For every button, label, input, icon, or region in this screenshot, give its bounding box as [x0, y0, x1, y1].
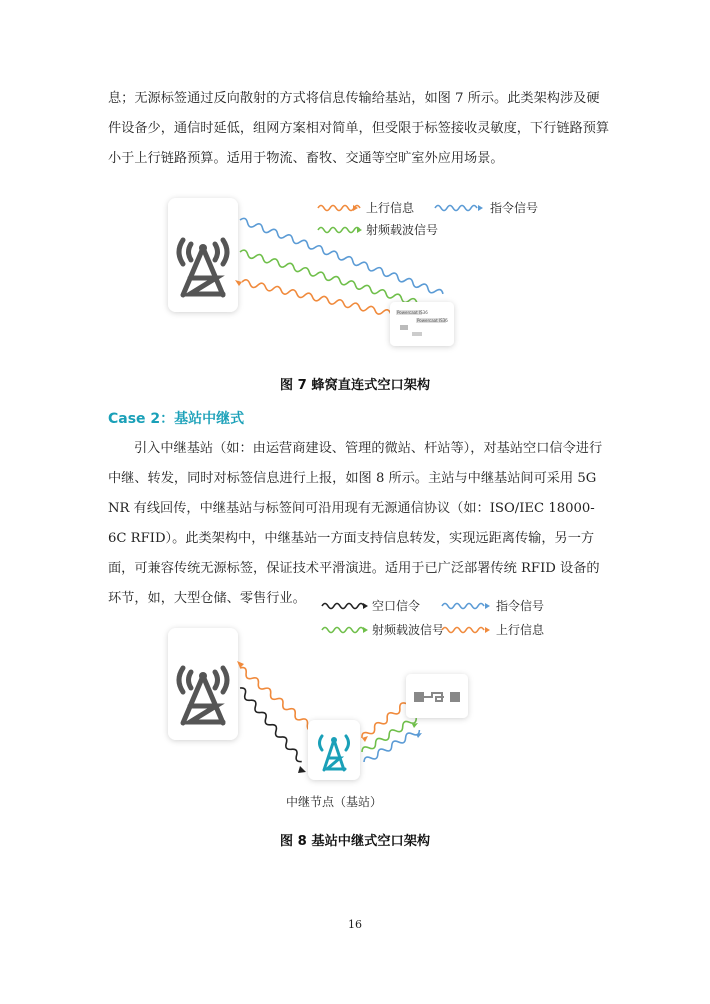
figure-8-caption: 图 8 基站中继式空口架构	[279, 834, 431, 849]
relay-node-label: 中继节点（基站）	[285, 795, 383, 809]
carrier-wave-relay	[360, 716, 417, 755]
legend-carrier-8: 射频载波信号	[372, 623, 445, 637]
tag-text-1: Powercaat IS36	[397, 310, 428, 315]
legend-uplink: 上行信息	[366, 201, 415, 215]
passive-tag-card	[390, 302, 454, 346]
relay-node-icon	[308, 720, 360, 780]
main-base-station-icon	[168, 628, 238, 740]
page-number: 16	[348, 918, 362, 931]
case2-paragraph: 引入中继基站（如：由运营商建设、管理的微站、杆站等），对基站空口信令进行中继、转发，同时对标签信息进行上报，如图 8 所示。主站与中继基站间可采用 5G NR 有线回传，中继基站与标签间可沿用现有无源通信协议（如：ISO/IEC 18000-6C RFID）。此类架构中，中继基站一方面支持信息转发，实现远距离传输，另一方面，可兼容传统无源标签，保证技术平滑演进。适用于已广泛部署传统 RFID 设备的环节，如，大型仓储、零售行业。	[108, 441, 603, 606]
legend-uplink-8: 上行信息	[496, 623, 545, 637]
legend-air-signal: 空口信令	[372, 599, 421, 613]
legend-command-8: 指令信号	[496, 599, 545, 613]
figure-8-legend	[322, 598, 545, 637]
rfid-tag-card	[406, 674, 468, 718]
legend-carrier: 射频载波信号	[366, 223, 439, 237]
tag-text-2: Powercaat IS36	[417, 318, 448, 323]
case2-heading: Case 2：基站中继式	[108, 411, 245, 427]
legend-command: 指令信号	[490, 201, 539, 215]
figure-7-diagram	[150, 190, 570, 360]
intro-paragraph: 息；无源标签通过反向散射的方式将信息传输给基站，如图 7 所示。此类架构涉及硬件设备少，通信时延低，组网方案相对简单，但受限于标签接收灵敏度，下行链路预算小于上行链路预算。适用于物流、畜牧、交通等空旷室外应用场景。	[108, 91, 610, 166]
base-station-tower-icon	[168, 198, 238, 312]
figure-7-legend	[318, 200, 538, 237]
figure-8-diagram	[150, 588, 570, 820]
figure-7-caption: 图 7 蜂窝直连式空口架构	[279, 378, 431, 393]
